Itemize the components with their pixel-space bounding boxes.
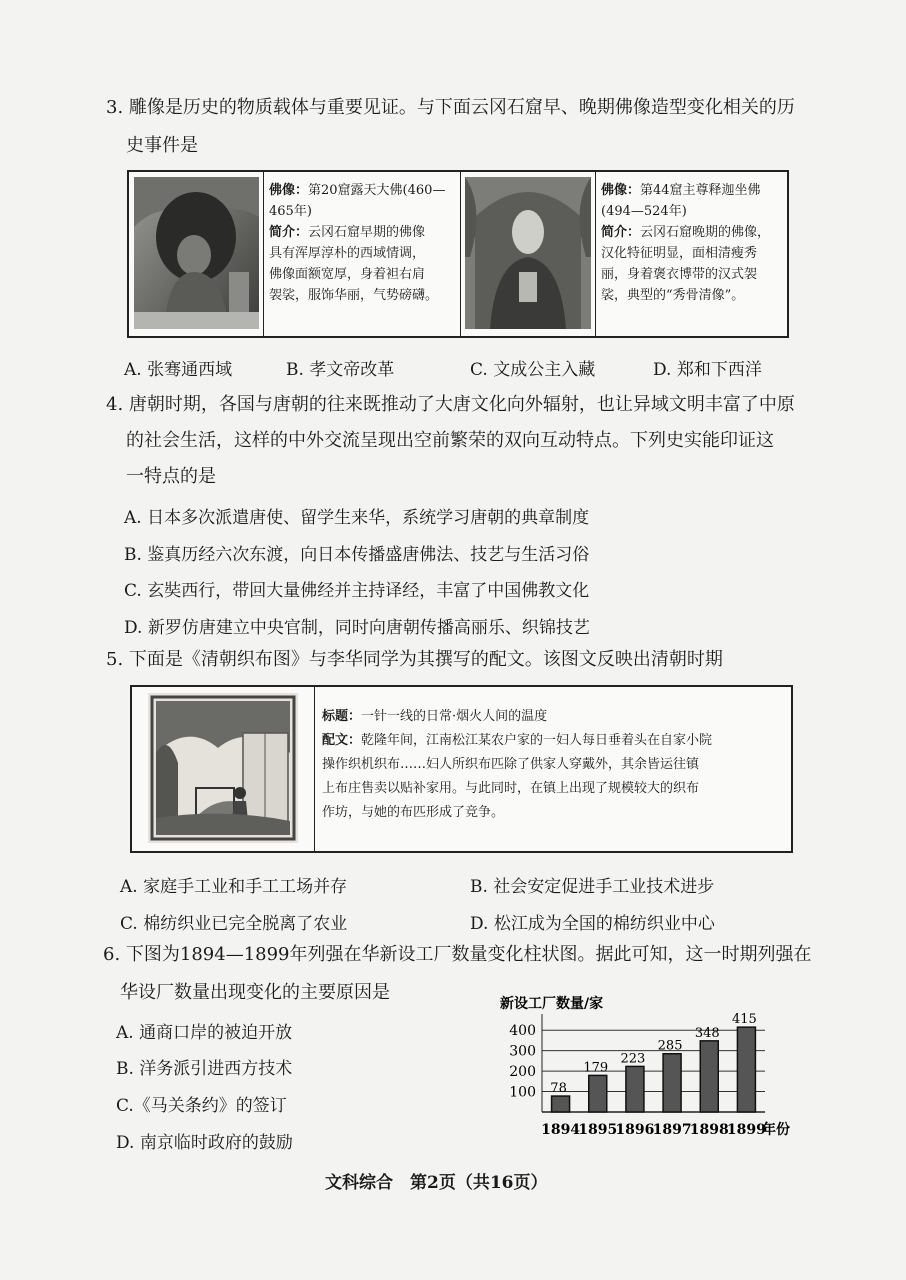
bar-value-label: 179 (583, 1060, 609, 1076)
bar-1898 (700, 1041, 718, 1112)
q4-option-d[interactable]: D. 新罗仿唐建立中央官制，同时向唐朝传播高丽乐、织锦技艺 (124, 618, 590, 638)
q3-option-b[interactable]: B. 孝文帝改革 (286, 360, 395, 380)
q4-option-a[interactable]: A. 日本多次派遣唐使、留学生来华，系统学习唐朝的典章制度 (124, 508, 590, 528)
early-buddha-caption: 佛像：第20窟露天大佛(460— 465年) 简介：云冈石窟早期的佛像 具有浑厚淳朴的西域情调， 佛像面额宽厚，身着袒右肩 袈裟，服饰华丽，气势磅礴。 (269, 183, 446, 303)
bar-value-label: 223 (620, 1051, 646, 1067)
bar-value-label: 285 (657, 1038, 683, 1054)
chart-title: 新设工厂数量/家 (500, 996, 604, 1012)
q3-option-c[interactable]: C. 文成公主入藏 (470, 360, 596, 380)
q3-option-d[interactable]: D. 郑和下西洋 (653, 360, 762, 380)
q3-stem-line1: 3. 雕像是历史的物质载体与重要见证。与下面云冈石窟早、晚期佛像造型变化相关的历 (106, 97, 795, 118)
bar-value-label: 78 (550, 1081, 567, 1097)
y-tick-label: 300 (509, 1043, 536, 1060)
q4-stem-line3: 一特点的是 (126, 466, 216, 487)
factory-bar-chart (490, 990, 810, 1140)
bar-value-label: 348 (694, 1025, 720, 1041)
y-tick-label: 200 (509, 1064, 536, 1081)
q5-option-d[interactable]: D. 松江成为全国的棉纺织业中心 (470, 914, 715, 934)
x-tick-label: 1898 (689, 1122, 729, 1138)
q5-option-a[interactable]: A. 家庭手工业和手工工场并存 (120, 877, 348, 897)
q6-stem-line2: 华设厂数量出现变化的主要原因是 (120, 982, 390, 1003)
bar-1896 (626, 1066, 644, 1112)
bar-value-label: 415 (732, 1012, 757, 1028)
q6-stem-line1: 6. 下图为1894—1899年列强在华新设工厂数量变化柱状图。据此可知，这一时期列强在 (103, 944, 812, 965)
q4-option-b[interactable]: B. 鉴真历经六次东渡，向日本传播盛唐佛法、技艺与生活习俗 (124, 545, 590, 565)
weaving-caption: 标题：一针一线的日常·烟火人间的温度 配文：乾隆年间，江南松江某农户家的一妇人每日垂着头在自家小院 操作织机织布……妇人所织布匹除了供家人穿戴外，其余皆运往镇 上布庄售卖以贴补家用。与此同时，在镇上出现了规模较大的织布 作坊，与她的布匹形成了竞争。 (322, 709, 713, 820)
q3-stem-line2: 史事件是 (126, 135, 198, 156)
bar-1894 (552, 1096, 570, 1112)
bar-1899 (737, 1027, 755, 1112)
bar-1895 (589, 1075, 607, 1112)
q5-option-c[interactable]: C. 棉纺织业已完全脱离了农业 (120, 914, 348, 934)
late-buddha-caption: 佛像：第44窟主尊释迦坐佛 (494—524年) 简介：云冈石窟晚期的佛像， 汉化特征明显，面相清瘦秀 丽，身着褒衣博带的汉式袈 裟，典型的“秀骨清像”。 (601, 183, 771, 303)
page-footer: 文科综合 第2页（共16页） (325, 1173, 548, 1193)
x-tick-label: 1894 (541, 1122, 581, 1138)
q5-figure-table (130, 685, 793, 853)
x-tick-label: 1895 (578, 1122, 618, 1138)
x-tick-label: 1896 (615, 1122, 655, 1138)
q3-option-a[interactable]: A. 张骞通西域 (124, 360, 233, 380)
q5-option-b[interactable]: B. 社会安定促进手工业技术进步 (470, 877, 715, 897)
bar-1897 (663, 1054, 681, 1112)
q6-option-d[interactable]: D. 南京临时政府的鼓励 (116, 1133, 293, 1153)
early-buddha-photo (134, 177, 259, 329)
q4-stem-line1: 4. 唐朝时期，各国与唐朝的往来既推动了大唐文化向外辐射，也让异域文明丰富了中原 (106, 394, 795, 415)
y-tick-label: 100 (509, 1084, 536, 1101)
q6-option-a[interactable]: A. 通商口岸的被迫开放 (116, 1023, 293, 1043)
q5-stem: 5. 下面是《清朝织布图》与李华同学为其撰写的配文。该图文反映出清朝时期 (106, 649, 723, 670)
late-buddha-photo (465, 177, 591, 329)
q4-stem-line2: 的社会生活，这样的中外交流呈现出空前繁荣的双向互动特点。下列史实能印证这 (126, 430, 774, 451)
q6-option-c[interactable]: C.《马关条约》的签订 (116, 1096, 287, 1116)
y-tick-label: 400 (509, 1023, 536, 1040)
x-tick-label: 1899 (726, 1122, 766, 1138)
q6-option-b[interactable]: B. 洋务派引进西方技术 (116, 1059, 293, 1079)
chart-xlabel: 年份 (762, 1122, 790, 1138)
weaving-picture (148, 693, 298, 843)
q4-option-c[interactable]: C. 玄奘西行，带回大量佛经并主持译经，丰富了中国佛教文化 (124, 581, 590, 601)
x-tick-label: 1897 (652, 1122, 692, 1138)
q3-figure-table (127, 170, 789, 338)
